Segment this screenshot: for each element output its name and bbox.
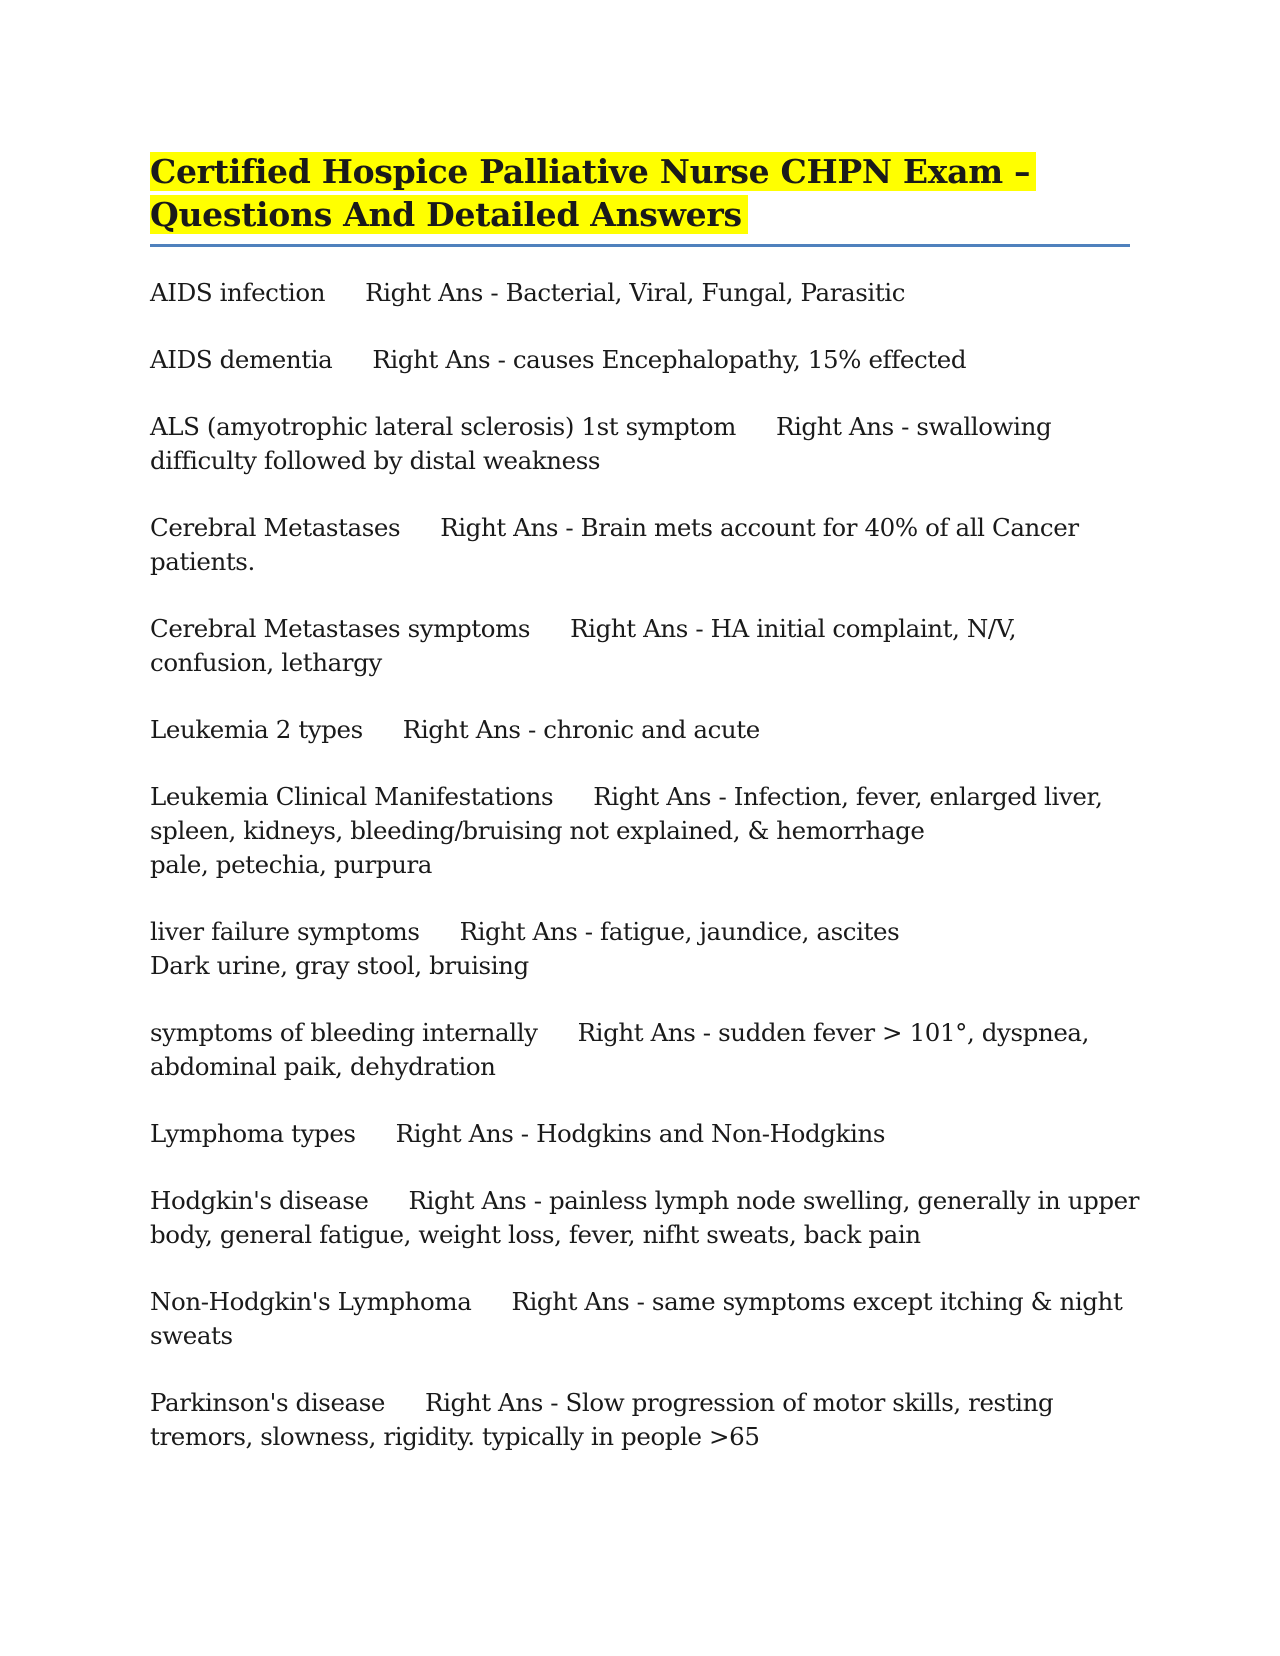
title-line-2: Questions And Detailed Answers bbox=[150, 195, 748, 234]
answer-text: Right Ans - same symptoms except itching & night sweats bbox=[150, 1287, 1123, 1350]
question-text: Cerebral Metastases symptoms bbox=[150, 614, 531, 643]
title-line-1: Certified Hospice Palliative Nurse CHPN Exam – bbox=[150, 152, 1036, 191]
qa-item bbox=[150, 410, 1140, 478]
qa-item bbox=[150, 612, 1140, 680]
title-block bbox=[150, 150, 1130, 236]
answer-continuation: pale, petechia, purpura bbox=[150, 850, 433, 879]
question-text: ALS (amyotrophic lateral sclerosis) 1st symptom bbox=[150, 412, 736, 441]
question-text: Cerebral Metastases bbox=[150, 513, 401, 542]
answer-text: Right Ans - sudden fever > 101°, dyspnea, abdominal paik, dehydration bbox=[150, 1018, 1090, 1081]
qa-item bbox=[150, 1184, 1140, 1252]
qa-item bbox=[150, 1386, 1140, 1454]
title-divider bbox=[150, 244, 1130, 247]
qa-item bbox=[150, 780, 1140, 882]
answer-text: Right Ans - Brain mets account for 40% of all Cancer patients. bbox=[150, 513, 1079, 576]
qa-item bbox=[150, 713, 1140, 747]
question-text: Hodgkin's disease bbox=[150, 1186, 369, 1215]
question-text: liver failure symptoms bbox=[150, 917, 420, 946]
question-text: Lymphoma types bbox=[150, 1119, 356, 1148]
qa-item bbox=[150, 1285, 1140, 1353]
question-text: AIDS dementia bbox=[150, 345, 333, 374]
answer-text: Right Ans - painless lymph node swelling, generally in upper body, general fatigue, weight loss, fever, nifht sweats, back pain bbox=[150, 1186, 1140, 1249]
page-title bbox=[150, 150, 1130, 236]
question-text: Non-Hodgkin's Lymphoma bbox=[150, 1287, 472, 1316]
answer-text: Right Ans - chronic and acute bbox=[402, 715, 760, 744]
qa-item bbox=[150, 1117, 1140, 1151]
question-text: Leukemia 2 types bbox=[150, 715, 363, 744]
qa-item bbox=[150, 276, 1140, 310]
answer-text: Right Ans - Infection, fever, enlarged liver, spleen, kidneys, bleeding/bruising not explained, & hemorrhage bbox=[150, 782, 1103, 845]
answer-text: Right Ans - fatigue, jaundice, ascites bbox=[459, 917, 900, 946]
question-text: symptoms of bleeding internally bbox=[150, 1018, 538, 1047]
answer-text: Right Ans - Hodgkins and Non-Hodgkins bbox=[395, 1119, 885, 1148]
question-text: Leukemia Clinical Manifestations bbox=[150, 782, 554, 811]
qa-list bbox=[150, 276, 1140, 1487]
qa-item bbox=[150, 511, 1140, 579]
answer-text: Right Ans - Bacterial, Viral, Fungal, Parasitic bbox=[365, 278, 906, 307]
qa-item bbox=[150, 1016, 1140, 1084]
answer-text: Right Ans - HA initial complaint, N/V, confusion, lethargy bbox=[150, 614, 1017, 677]
answer-continuation: Dark urine, gray stool, bruising bbox=[150, 951, 529, 980]
answer-text: Right Ans - causes Encephalopathy, 15% effected bbox=[372, 345, 967, 374]
answer-text: Right Ans - swallowing difficulty followed by distal weakness bbox=[150, 412, 1052, 475]
qa-item bbox=[150, 915, 1140, 983]
question-text: AIDS infection bbox=[150, 278, 326, 307]
answer-text: Right Ans - Slow progression of motor skills, resting tremors, slowness, rigidity. typically in people >65 bbox=[150, 1388, 1054, 1451]
qa-item bbox=[150, 343, 1140, 377]
question-text: Parkinson's disease bbox=[150, 1388, 386, 1417]
